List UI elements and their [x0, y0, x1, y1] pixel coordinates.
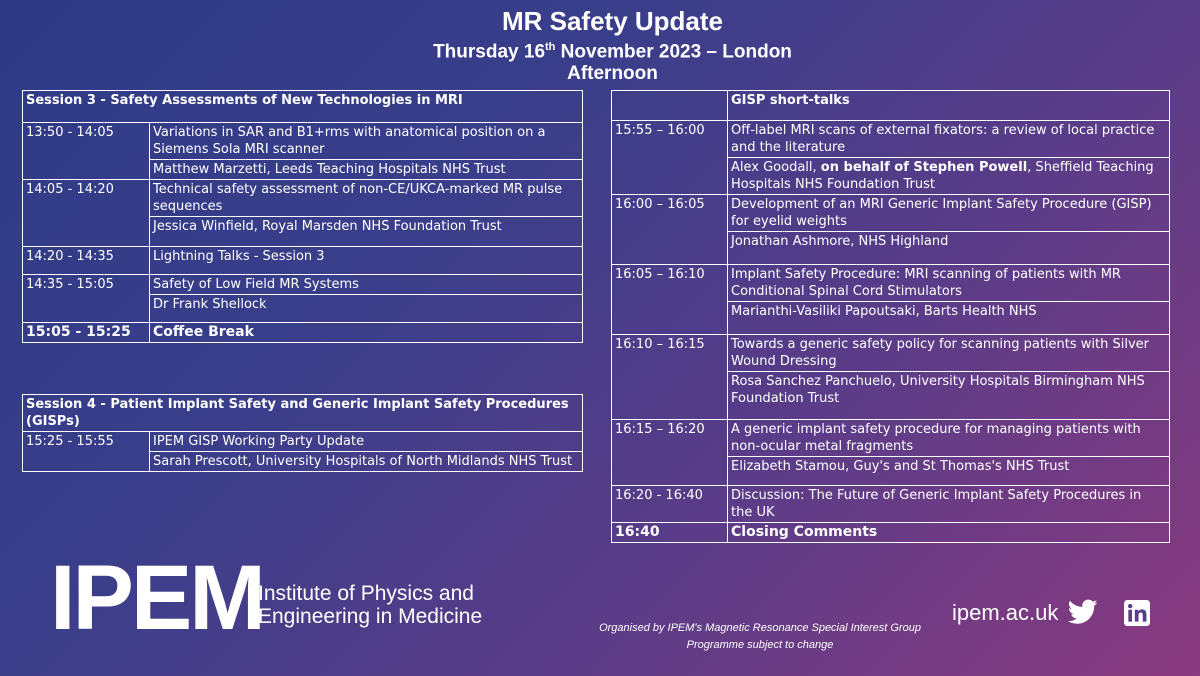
- talk-title: Implant Safety Procedure: MRI scanning of patients with MR Conditional Spinal Cord Stimulators: [728, 265, 1170, 302]
- table-row: [612, 121, 1170, 158]
- table-row: [612, 195, 1170, 232]
- gisp-table: [611, 90, 1170, 543]
- left-schedule-table: [22, 90, 583, 343]
- time-cell: 14:05 - 14:20: [23, 180, 150, 247]
- page-title: MR Safety Update: [501, 6, 724, 36]
- session4-table: [22, 394, 583, 472]
- linkedin-icon[interactable]: [1124, 600, 1150, 626]
- date-rest: November 2023 – London: [555, 41, 792, 63]
- ipem-logo: IPEM: [50, 547, 263, 649]
- date-suffix: th: [545, 41, 556, 53]
- speaker-name: Alex Goodall,: [731, 160, 821, 175]
- table-row: [23, 247, 583, 275]
- organised-by: Organised by IPEM's Magnetic Resonance Special Interest Group: [599, 622, 921, 634]
- event-date: [0, 41, 1200, 63]
- talk-title: Off-label MRI scans of external fixators: a review of local practice and the literature: [728, 121, 1170, 158]
- talk-title: Closing Comments: [728, 523, 1170, 543]
- time-cell: 13:50 - 14:05: [23, 123, 150, 180]
- table-row: [23, 180, 583, 217]
- time-cell: 15:55 – 16:00: [612, 121, 728, 195]
- talk-title: Discussion: The Future of Generic Implant Safety Procedures in the UK: [728, 486, 1170, 523]
- table-row: [612, 420, 1170, 457]
- speaker-on-behalf: on behalf of Stephen Powell: [820, 160, 1028, 175]
- talk-speaker: Elizabeth Stamou, Guy's and St Thomas's NHS Trust: [728, 457, 1170, 486]
- logo-text-line: Institute of Physics and: [258, 582, 474, 605]
- time-cell: 15:05 - 15:25: [23, 323, 150, 343]
- talk-speaker: Jessica Winfield, Royal Marsden NHS Foundation Trust: [150, 217, 583, 247]
- talk-speaker: Sarah Prescott, University Hospitals of North Midlands NHS Trust: [150, 452, 583, 472]
- logo-text-line: Engineering in Medicine: [258, 605, 483, 628]
- table-row: [23, 432, 583, 452]
- session4-header-row: [23, 395, 583, 432]
- talk-speaker: [728, 158, 1170, 195]
- website-link[interactable]: ipem.ac.uk: [952, 600, 1059, 625]
- time-cell: 16:00 – 16:05: [612, 195, 728, 265]
- talk-speaker: Marianthi-Vasiliki Papoutsaki, Barts Health NHS: [728, 302, 1170, 335]
- gisp-header-row: [612, 91, 1170, 121]
- time-cell: 14:20 - 14:35: [23, 247, 150, 275]
- session3-header-row: [23, 91, 583, 123]
- speaker-affiliation: , Sheffield Teaching Hospitals NHS Foundation Trust: [731, 160, 1154, 192]
- twitter-icon[interactable]: [1068, 598, 1098, 626]
- table-row: [23, 123, 583, 160]
- talk-speaker: Dr Frank Shellock: [150, 295, 583, 323]
- gisp-heading: GISP short-talks: [728, 91, 1170, 121]
- time-cell: 14:35 - 15:05: [23, 275, 150, 323]
- table-row: [612, 486, 1170, 523]
- subject-to-change: Programme subject to change: [686, 639, 834, 651]
- talk-title: IPEM GISP Working Party Update: [150, 432, 583, 452]
- table-row: [612, 335, 1170, 372]
- session4-heading: Session 4 - Patient Implant Safety and Generic Implant Safety Procedures (GISPs): [23, 395, 583, 432]
- session3-heading: Session 3 - Safety Assessments of New Technologies in MRI: [23, 91, 583, 123]
- talk-title: Lightning Talks - Session 3: [150, 247, 583, 275]
- talk-speaker: Jonathan Ashmore, NHS Highland: [728, 232, 1170, 265]
- time-cell: 16:20 - 16:40: [612, 486, 728, 523]
- talk-title: Technical safety assessment of non-CE/UKCA-marked MR pulse sequences: [150, 180, 583, 217]
- organiser-note: [540, 620, 980, 654]
- talk-title: Towards a generic safety policy for scanning patients with Silver Wound Dressing: [728, 335, 1170, 372]
- date-day: Thursday 16: [433, 41, 546, 63]
- talk-speaker: Rosa Sanchez Panchuelo, University Hospitals Birmingham NHS Foundation Trust: [728, 372, 1170, 420]
- table-row: [23, 275, 583, 295]
- talk-title: Coffee Break: [150, 323, 583, 343]
- time-cell: 16:15 – 16:20: [612, 420, 728, 486]
- talk-title: Variations in SAR and B1+rms with anatomical position on a Siemens Sola MRI scanner: [150, 123, 583, 160]
- table-row: [612, 265, 1170, 302]
- table-row: [23, 323, 583, 343]
- afternoon-label: Afternoon: [567, 63, 658, 84]
- time-cell: 16:40: [612, 523, 728, 543]
- table-row: [612, 523, 1170, 543]
- talk-speaker: Matthew Marzetti, Leeds Teaching Hospitals NHS Trust: [150, 160, 583, 180]
- time-cell: 16:10 – 16:15: [612, 335, 728, 420]
- talk-title: Development of an MRI Generic Implant Safety Procedure (GISP) for eyelid weights: [728, 195, 1170, 232]
- talk-title: A generic implant safety procedure for managing patients with non-ocular metal fragments: [728, 420, 1170, 457]
- empty-cell: [612, 91, 728, 121]
- talk-title: Safety of Low Field MR Systems: [150, 275, 583, 295]
- ipem-logo-text: [258, 582, 482, 628]
- time-cell: 16:05 – 16:10: [612, 265, 728, 335]
- time-cell: 15:25 - 15:55: [23, 432, 150, 472]
